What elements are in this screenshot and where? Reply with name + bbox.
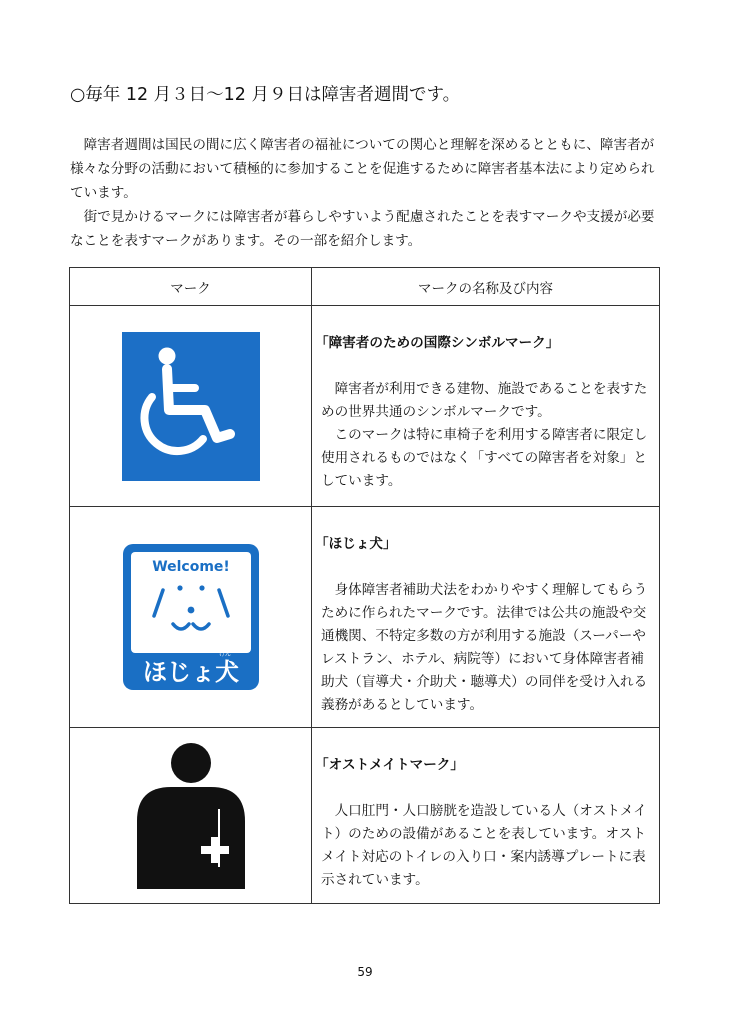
column-header-mark: マーク: [70, 268, 312, 306]
page-number: 59: [357, 965, 373, 979]
column-header-description: マークの名称及び内容: [312, 268, 660, 306]
international-symbol-of-access-icon: [122, 332, 260, 481]
mark-image-cell: [70, 728, 312, 904]
intro-paragraph-2: 街で見かけるマークには障害者が暮らしやすいよう配慮されたことを表すマークや支援が必要なことを表すマークがあります。その一部を紹介します。: [70, 209, 655, 249]
mark-description: このマークは特に車椅子を利用する障害者に限定し使用されるものではなく「すべての障害者を対象」としています。: [321, 427, 648, 489]
mark-description: 身体障害者補助犬法をわかりやすく理解してもらうために作られたマークです。法律では公共の施設や交通機関、不特定多数の方が利用する施設（スーパーやレストラン、ホテル、病院等）において身体障害者補助犬（盲導犬・介助犬・聴導犬）の同伴を受け入れる義務があるとしています。: [321, 582, 648, 713]
intro-text: [70, 133, 662, 253]
mark-image-cell: [70, 306, 312, 507]
page-heading: ○毎年 12 月３日〜12 月９日は障害者週間です。: [70, 85, 461, 105]
mark-description: 人口肛門・人口膀胱を造設している人（オストメイト）のための設備があることを表しています。オストメイト対応のトイレの入り口・案内誘導プレートに表示されています。: [321, 803, 647, 888]
intro-paragraph-1: 障害者週間は国民の間に広く障害者の福祉についての関心と理解を深めるとともに、障害者が様々な分野の活動において積極的に参加することを促進するために障害者基本法により定められています。: [70, 137, 655, 201]
ostomate-icon: [129, 741, 253, 891]
mark-description-cell: [312, 507, 660, 728]
mark-description: 障害者が利用できる建物、施設であることを表すための世界共通のシンボルマークです。: [321, 381, 648, 420]
table-row: [70, 507, 660, 728]
marks-table: [69, 267, 660, 904]
mark-description-cell: [312, 306, 660, 507]
mark-name: 「ほじょ犬」: [315, 536, 397, 552]
table-row: [70, 306, 660, 507]
table-header-row: [70, 268, 660, 306]
table-row: [70, 728, 660, 904]
logo-label-text: ほじょ犬: [142, 658, 239, 686]
mark-description-cell: [312, 728, 660, 904]
mark-name: 「障害者のための国際シンボルマーク」: [315, 335, 560, 351]
mark-name: 「オストメイトマーク」: [315, 757, 464, 773]
logo-welcome-text: Welcome!: [151, 559, 230, 575]
logo-ruby-text: けん: [218, 651, 231, 658]
mark-image-cell: [70, 507, 312, 728]
assistance-dog-icon: [123, 544, 259, 690]
